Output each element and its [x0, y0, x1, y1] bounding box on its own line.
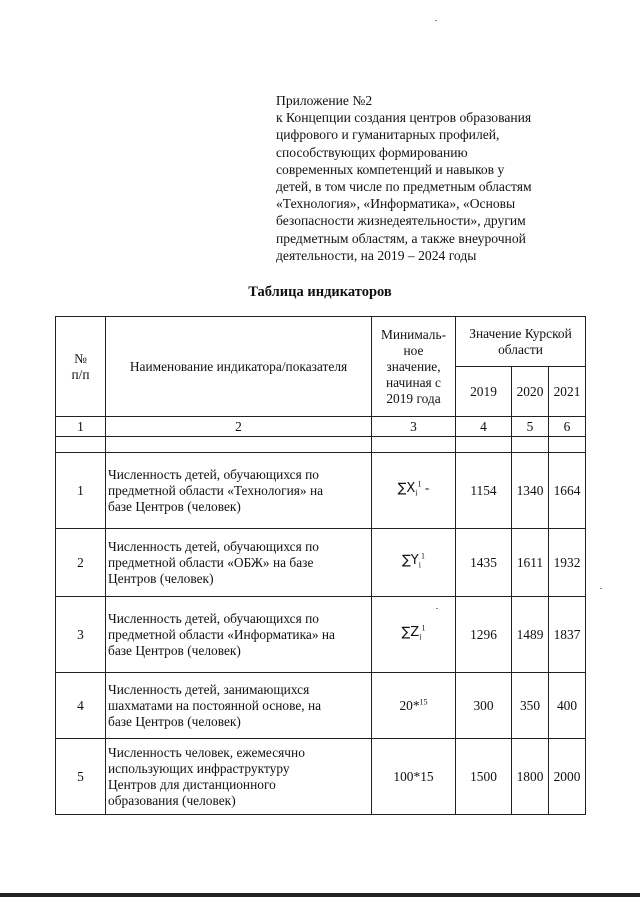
header-text: начиная с [385, 374, 442, 390]
header-text: Значение Курской [469, 325, 572, 341]
indicators-table [55, 316, 586, 815]
indicator-name-line: предметной области «Информатика» на [108, 626, 335, 642]
indicator-name-line: Центров для дистанционного [108, 776, 276, 792]
row-number: 4 [56, 673, 106, 739]
value-2021: 400 [549, 673, 586, 739]
header-text: Минималь- [380, 326, 447, 342]
appendix-line: деятельности, на 2019 – 2024 годы [276, 247, 477, 263]
appendix-line: детей, в том числе по предметным областям [276, 179, 532, 195]
row-number: 2 [56, 529, 106, 597]
min-superscript: 1 [420, 551, 425, 561]
value-2020: 1611 [512, 529, 549, 597]
min-text: 20* [399, 697, 420, 713]
value-2019: 1296 [456, 597, 512, 673]
indicator-name-line: Численность детей, обучающихся по [108, 538, 319, 554]
header-text: значение, [386, 358, 441, 374]
header-text: 2019 года [386, 390, 441, 406]
indicator-name-line: Численность детей, занимающихся [108, 681, 310, 697]
min-value: 100*15 [372, 739, 456, 815]
indicator-name [106, 597, 372, 673]
column-number-row [56, 417, 586, 437]
column-number: 3 [372, 417, 456, 437]
row-number: 5 [56, 739, 106, 815]
indicator-name [106, 453, 372, 529]
min-subscript: i [415, 488, 418, 498]
value-2021: 1837 [549, 597, 586, 673]
value-2021: 1932 [549, 529, 586, 597]
scan-speck [436, 608, 438, 609]
appendix-line: способствующих формированию [276, 144, 468, 160]
appendix-line: безопасности жизнедеятельности», другим [276, 213, 526, 229]
min-value [372, 529, 456, 597]
indicator-name-line: предметной области «ОБЖ» на базе [108, 554, 314, 570]
min-subscript: i [419, 632, 422, 642]
value-2019: 1154 [456, 453, 512, 529]
col-header-name: Наименование индикатора/показателя [106, 317, 372, 417]
header-text: № [74, 350, 87, 366]
min-value [372, 453, 456, 529]
min-superscript: 1 [421, 623, 426, 633]
table-row [56, 453, 586, 529]
col-header-min [372, 317, 456, 417]
column-number: 6 [549, 417, 586, 437]
table-title: Таблица индикаторов [248, 284, 392, 300]
appendix-line: современных компетенций и навыков у [276, 161, 505, 177]
col-header-year: 2019 [456, 367, 512, 417]
min-superscript: 1 [417, 479, 422, 489]
table-row [56, 739, 586, 815]
header-row [56, 317, 586, 367]
indicator-name-line: базе Центров (человек) [108, 713, 241, 729]
indicator-name-line: предметной области «Технология» на [108, 482, 324, 498]
value-2020: 1800 [512, 739, 549, 815]
scan-edge-bar [0, 893, 640, 897]
indicator-name [106, 673, 372, 739]
column-number: 2 [106, 417, 372, 437]
indicator-name-line: образования (человек) [108, 792, 236, 808]
min-symbol: ∑X [397, 480, 416, 496]
indicator-name-line: Численность человек, ежемесячно [108, 744, 305, 760]
column-number: 5 [512, 417, 549, 437]
value-2019: 1500 [456, 739, 512, 815]
min-tail: - [421, 479, 430, 495]
indicator-name-line: Центров (человек) [108, 570, 214, 586]
appendix-line: Приложение №2 [276, 93, 373, 108]
column-number: 1 [56, 417, 106, 437]
appendix-line: цифрового и гуманитарных профилей, [276, 127, 500, 143]
indicator-name [106, 739, 372, 815]
indicator-name-line: использующих инфраструктуру [108, 760, 290, 776]
scan-speck [435, 20, 437, 21]
col-header-num [56, 317, 106, 417]
appendix-line: к Концепции создания центров образования [276, 110, 532, 126]
min-subscript: i [418, 560, 421, 570]
indicator-name-line: базе Центров (человек) [108, 498, 241, 514]
value-2020: 1340 [512, 453, 549, 529]
value-2019: 1435 [456, 529, 512, 597]
scan-speck [600, 588, 602, 589]
appendix-line: предметным областям, а также внеурочной [276, 230, 526, 246]
table-row [56, 673, 586, 739]
indicator-name-line: Численность детей, обучающихся по [108, 466, 319, 482]
indicator-name [106, 529, 372, 597]
min-value [372, 597, 456, 673]
col-header-year: 2020 [512, 367, 549, 417]
value-2021: 2000 [549, 739, 586, 815]
min-symbol: ∑Z [401, 624, 420, 640]
indicator-name-line: Численность детей, обучающихся по [108, 610, 319, 626]
value-2020: 350 [512, 673, 549, 739]
value-2021: 1664 [549, 453, 586, 529]
appendix-line: «Технология», «Информатика», «Основы [276, 196, 516, 212]
column-number: 4 [456, 417, 512, 437]
header-text: области [498, 341, 543, 357]
row-number: 3 [56, 597, 106, 673]
min-value [372, 673, 456, 739]
col-header-year: 2021 [549, 367, 586, 417]
indicator-name-line: базе Центров (человек) [108, 642, 241, 658]
header-text: ное [403, 342, 424, 358]
value-2019: 300 [456, 673, 512, 739]
header-text: п/п [71, 366, 90, 382]
col-header-value-group [456, 317, 586, 367]
table-row [56, 597, 586, 673]
table-row [56, 529, 586, 597]
value-2020: 1489 [512, 597, 549, 673]
indicator-name-line: шахматами на постоянной основе, на [108, 697, 322, 713]
min-superscript: 15 [419, 697, 428, 707]
appendix-header [276, 92, 606, 264]
row-number: 1 [56, 453, 106, 529]
min-symbol: ∑Y [402, 552, 419, 568]
spacer-row [56, 437, 586, 453]
